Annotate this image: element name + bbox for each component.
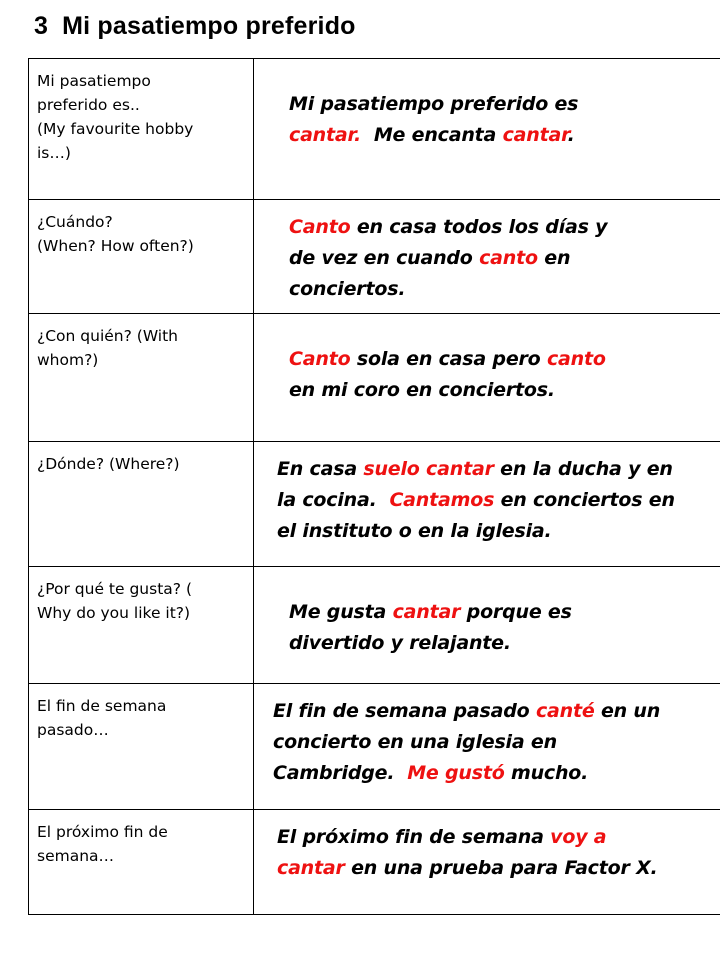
page-title <box>34 12 356 41</box>
answer-line <box>273 696 660 727</box>
answer-segment: porque es <box>460 601 572 623</box>
answer-segment: en un <box>594 700 661 722</box>
question-line: Why do you like it?) <box>37 604 191 622</box>
question-cell <box>29 810 254 914</box>
answer-segment: la cocina. <box>277 489 390 511</box>
table-row <box>29 442 720 567</box>
answer-cell <box>254 810 720 914</box>
answer-segment: divertido y relajante. <box>289 632 511 654</box>
question-line: (When? How often?) <box>37 237 194 255</box>
answer-line <box>289 375 606 406</box>
answer-line <box>277 454 675 485</box>
answer-segment: conciertos. <box>289 278 406 300</box>
answer-text <box>289 212 607 305</box>
answer-segment: . <box>567 124 575 146</box>
highlighted-verb: canté <box>535 700 595 722</box>
answer-segment: Mi pasatiempo preferido es <box>289 93 579 115</box>
answer-segment: en una prueba para Factor X. <box>344 857 658 879</box>
question-line: ¿Cuándo? <box>37 213 113 231</box>
answer-line <box>289 120 578 151</box>
highlighted-verb: suelo cantar <box>363 458 494 480</box>
answer-segment: El fin de semana pasado <box>273 700 536 722</box>
table-row <box>29 314 720 442</box>
answer-text <box>289 344 606 406</box>
question-line: semana… <box>37 847 115 865</box>
answer-line <box>289 212 607 243</box>
answer-text <box>277 454 675 547</box>
answer-line <box>277 853 658 884</box>
table-row <box>29 684 720 810</box>
hobby-table <box>28 58 720 915</box>
question-cell <box>29 442 254 566</box>
answer-line <box>273 758 660 789</box>
table-row <box>29 59 720 200</box>
question-cell <box>29 567 254 683</box>
question-line: whom?) <box>37 351 99 369</box>
answer-segment: en conciertos en <box>494 489 675 511</box>
highlighted-verb: Canto <box>289 216 351 238</box>
question-line: Mi pasatiempo <box>37 72 151 90</box>
answer-segment: en casa todos los días y <box>350 216 608 238</box>
question-cell <box>29 684 254 809</box>
table-row <box>29 567 720 684</box>
question-line: El fin de semana <box>37 697 167 715</box>
answer-line <box>277 822 658 853</box>
answer-line <box>289 344 606 375</box>
answer-segment: Me gusta <box>289 601 393 623</box>
title-text: Mi pasatiempo preferido <box>62 12 356 40</box>
question-line: ¿Con quién? (With <box>37 327 179 345</box>
answer-cell <box>254 442 720 566</box>
answer-segment: en mi coro en conciertos. <box>289 379 555 401</box>
answer-line <box>277 485 675 516</box>
question-cell <box>29 200 254 313</box>
answer-segment: el instituto o en la iglesia. <box>277 520 552 542</box>
answer-segment: sola en casa pero <box>350 348 547 370</box>
question-line: ¿Por qué te gusta? ( <box>37 580 192 598</box>
answer-line <box>289 243 607 274</box>
answer-segment: de vez en cuando <box>289 247 480 269</box>
answer-segment: Me encanta <box>361 124 503 146</box>
table-row <box>29 810 720 914</box>
answer-cell <box>254 200 720 313</box>
answer-segment: mucho. <box>504 762 589 784</box>
highlighted-verb: cantar <box>502 124 568 146</box>
highlighted-verb: Cantamos <box>389 489 495 511</box>
answer-segment: en <box>537 247 571 269</box>
answer-segment: El próximo fin de semana <box>277 826 551 848</box>
answer-cell <box>254 567 720 683</box>
answer-segment: concierto en una iglesia en <box>273 731 557 753</box>
question-line: preferido es.. <box>37 96 140 114</box>
answer-text <box>289 597 572 659</box>
question-cell <box>29 314 254 441</box>
highlighted-verb: Me gustó <box>407 762 505 784</box>
question-line: is…) <box>37 144 71 162</box>
table-row <box>29 200 720 314</box>
highlighted-verb: canto <box>479 247 538 269</box>
answer-cell <box>254 59 720 199</box>
answer-line <box>273 727 660 758</box>
question-line: ¿Dónde? (Where?) <box>37 455 180 473</box>
answer-segment: En casa <box>277 458 364 480</box>
question-cell <box>29 59 254 199</box>
answer-text <box>277 822 658 884</box>
answer-text <box>289 89 578 151</box>
highlighted-verb: cantar <box>392 601 461 623</box>
answer-cell <box>254 684 720 809</box>
highlighted-verb: canto <box>546 348 606 370</box>
answer-line <box>289 597 572 628</box>
answer-line <box>277 516 675 547</box>
answer-segment: Cambridge. <box>273 762 408 784</box>
question-line: El próximo fin de <box>37 823 168 841</box>
section-number: 3 <box>34 12 49 40</box>
answer-segment: en la ducha y en <box>493 458 673 480</box>
question-line: pasado… <box>37 721 109 739</box>
question-line: (My favourite hobby <box>37 120 194 138</box>
highlighted-verb: cantar. <box>289 124 361 146</box>
answer-line <box>289 274 607 305</box>
highlighted-verb: cantar <box>277 857 345 879</box>
answer-text <box>273 696 660 789</box>
highlighted-verb: Canto <box>289 348 351 370</box>
answer-line <box>289 89 578 120</box>
highlighted-verb: voy a <box>550 826 607 848</box>
answer-cell <box>254 314 720 441</box>
answer-line <box>289 628 572 659</box>
